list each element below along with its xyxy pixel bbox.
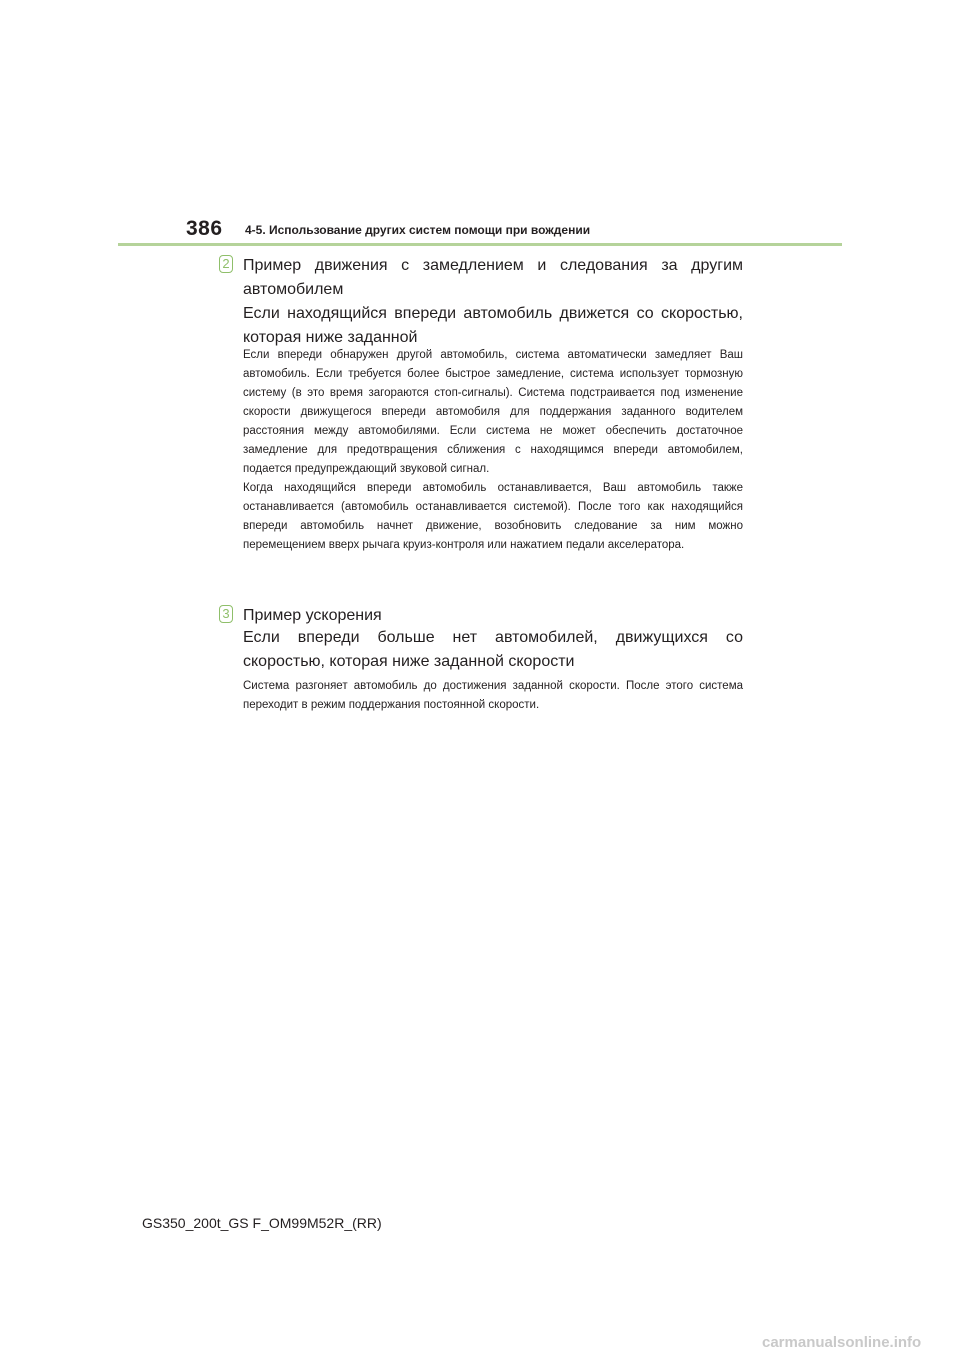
step-3-heading-line-1: Пример ускорения: [243, 607, 382, 624]
page-number: 386: [186, 217, 223, 240]
step-2-heading-line-2: Если находящийся впереди автомобиль движется со скоростью, которая ниже заданной: [243, 305, 743, 346]
step-2-body: [243, 346, 743, 555]
step-3-body: [243, 677, 743, 715]
document-code: GS350_200t_GS F_OM99M52R_(RR): [142, 1215, 382, 1231]
step-2-badge: 2: [219, 255, 233, 273]
section-title: 4-5. Использование других систем помощи при вождении: [245, 223, 591, 237]
step-3-badge: 3: [219, 605, 233, 623]
header-divider: [118, 243, 842, 246]
step-3-heading-line-2: Если впереди больше нет автомобилей, движущихся со скоростью, которая ниже заданной скорости: [243, 629, 743, 670]
step-3-paragraph-1: Система разгоняет автомобиль до достижения заданной скорости. После этого система переходит в режим поддержания постоянной скорости.: [243, 680, 743, 711]
watermark: carmanualsonline.info: [762, 1334, 922, 1351]
step-2-paragraph-1: Если впереди обнаружен другой автомобиль, система автоматически замедляет Ваш автомобиль. Если требуется более быстрое замедление, система использует тормозную систему (в это время загораются стоп-сигналы). Система подстраивается под изменение скорости движущегося впереди автомобиля для поддержания заданного водителем расстояния между автомобилями. Если система не может обеспечить достаточное замедление для предотвращения сближения с находящимся впереди автомобилем, подается предупреждающий звуковой сигнал.: [243, 349, 743, 475]
step-2-heading-line-1: Пример движения с замедлением и следования за другим автомобилем: [243, 257, 743, 298]
step-2-paragraph-2: Когда находящийся впереди автомобиль останавливается, Ваш автомобиль также останавливается (автомобиль останавливается системой). После того как находящийся впереди автомобиль начнет движение, возобновить следование за ним можно перемещением вверх рычага круиз-контроля или нажатием педали акселератора.: [243, 482, 743, 551]
